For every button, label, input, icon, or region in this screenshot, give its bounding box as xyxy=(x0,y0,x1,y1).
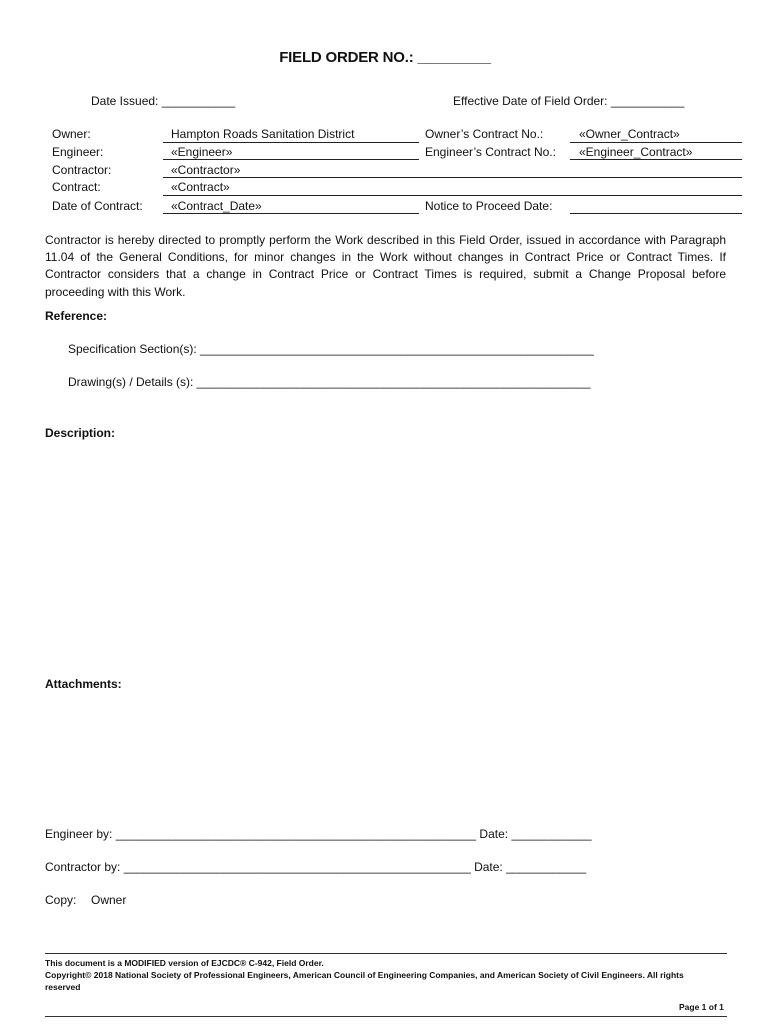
engineer-contract-value: «Engineer_Contract» xyxy=(579,145,693,159)
engineer-contract-underline xyxy=(570,159,742,160)
date-issued: Date Issued: ___________ xyxy=(91,94,236,108)
page-title: FIELD ORDER NO.: _________ xyxy=(279,49,491,66)
date-of-contract-label: Date of Contract: xyxy=(52,199,143,213)
engineer-value: «Engineer» xyxy=(171,145,233,159)
contractor-underline xyxy=(163,177,742,178)
description-heading: Description: xyxy=(45,426,116,440)
attachments-heading: Attachments: xyxy=(45,677,122,691)
instruction-paragraph: Contractor is hereby directed to promptly perform the Work described in this Field Order, issued in accordance with Paragraph 11.04 of the General Conditions, for minor changes in the Work without changes in Contract Price or Contract Times. If Contractor considers that a change in Contract Price or Contract Times is required, submit a Change Proposal before proceeding with this Work. xyxy=(45,233,726,299)
ntp-underline xyxy=(570,213,742,214)
reference-heading: Reference: xyxy=(45,309,108,323)
contract-label: Contract: xyxy=(52,180,101,194)
footer-rule-top xyxy=(45,953,727,954)
contractor-label: Contractor: xyxy=(52,163,112,177)
engineer-signature-line: Engineer by: ______________________________________________________ Date: ____________ xyxy=(45,827,592,841)
engineer-underline xyxy=(163,159,419,160)
owner-contract-label: Owner’s Contract No.: xyxy=(425,127,544,141)
owner-label: Owner: xyxy=(52,127,91,141)
engineer-label: Engineer: xyxy=(52,145,104,159)
owner-contract-underline xyxy=(570,142,742,143)
date-of-contract-value: «Contract_Date» xyxy=(171,199,262,213)
footer-copyright: Copyright© 2018 National Society of Professional Engineers, American Council of Engineering Companies, and American Society of Civil Engineers. All rights xyxy=(45,970,684,980)
page-number: Page 1 of 1 xyxy=(679,1002,724,1012)
footer-modified-note: This document is a MODIFIED version of EJCDC® C-942, Field Order. xyxy=(45,958,324,968)
footer-reserved: reserved xyxy=(45,982,81,992)
owner-value: Hampton Roads Sanitation District xyxy=(171,127,355,141)
date-of-contract-underline xyxy=(163,213,419,214)
drawings-line: Drawing(s) / Details (s): ___________________________________________________________ xyxy=(68,375,591,389)
ntp-label: Notice to Proceed Date: xyxy=(425,199,553,213)
owner-underline xyxy=(163,142,419,143)
contract-underline xyxy=(163,195,742,196)
effective-date: Effective Date of Field Order: ___________ xyxy=(453,94,685,108)
contractor-value: «Contractor» xyxy=(171,163,241,177)
engineer-contract-label: Engineer’s Contract No.: xyxy=(425,145,556,159)
spec-sections-line: Specification Section(s): ___________________________________________________________ xyxy=(68,342,594,356)
footer-rule-bottom xyxy=(45,1016,727,1017)
contract-value: «Contract» xyxy=(171,180,230,194)
copy-label: Copy: xyxy=(45,893,77,907)
owner-contract-value: «Owner_Contract» xyxy=(579,127,680,141)
copy-value: Owner xyxy=(91,893,127,907)
contractor-signature-line: Contractor by: ____________________________________________________ Date: ____________ xyxy=(45,860,587,874)
